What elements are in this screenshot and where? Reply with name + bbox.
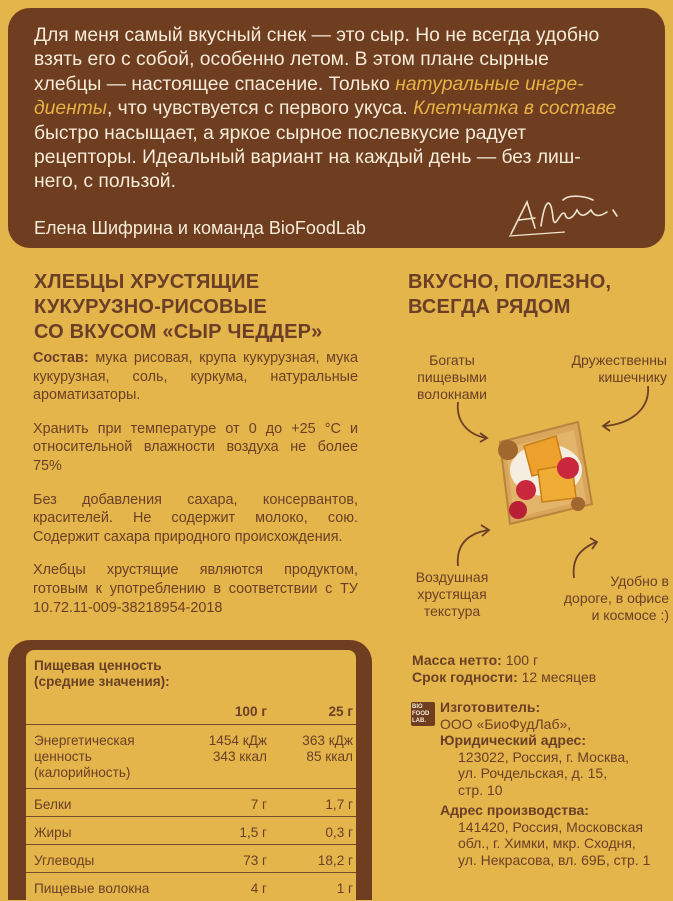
nutrition-title <box>34 658 356 690</box>
legal-address-line: стр. 10 <box>458 781 503 798</box>
benefit-gut <box>533 352 667 386</box>
nutrient-value-100g: 73 г <box>243 853 267 868</box>
benefit-travel-line: дороге, в офисе <box>563 590 669 606</box>
nutrient-value-25g: 1,7 г <box>325 797 353 812</box>
legal-address-line: ул. Рочдельская, д. 15, <box>458 765 608 781</box>
energy-25-kj: 363 кДж <box>302 733 353 748</box>
logo-text: FOOD <box>412 711 430 717</box>
benefits-title <box>408 270 611 320</box>
benefit-gut-line: Дружественны <box>571 352 667 368</box>
biofoodlab-logo <box>411 702 435 726</box>
column-header-100g: 100 г <box>234 704 267 719</box>
benefits-title-line: ВСЕГДА РЯДОМ <box>408 296 571 318</box>
storage-conditions: Хранить при температуре от 0 до +25 °С и относительной влажности воздуха не более 75% <box>33 420 358 474</box>
shelf-life <box>412 669 667 686</box>
nutrient-value-25g: 18,2 г <box>317 853 353 868</box>
nutrition-row <box>34 789 356 817</box>
nutrient-label: Пищевые волокна <box>34 881 150 896</box>
legal-address-label: Юридический адрес: <box>440 732 586 748</box>
quote-highlight: Клетчатка в составе <box>413 98 617 120</box>
quote-line: него, с пользой. <box>34 171 176 193</box>
energy-label: (калорийность) <box>34 765 131 780</box>
benefit-fiber-line: пищевыми <box>417 369 487 385</box>
product-title-line: СО ВКУСОМ «СЫР ЧЕДДЕР» <box>34 321 323 343</box>
energy-100-kcal: 343 ккал <box>212 749 267 764</box>
nutrient-value-25g: 0,3 г <box>325 825 353 840</box>
quote-highlight: диенты <box>34 98 107 120</box>
quote-author: Елена Шифрина и команда BioFoodLab <box>34 218 366 238</box>
product-title-line: ХЛЕБЦЫ ХРУСТЯЩИЕ <box>34 271 260 293</box>
quote-line: , что чувствуется с первого укуса. <box>106 98 408 120</box>
production-address-line: 141420, Россия, Московская <box>458 818 643 835</box>
quote-line: рецепторы. Идеальный вариант на каждый день — без лиш- <box>34 147 581 169</box>
standard-info: Хлебцы хрустящие являются продуктом, готовым к употреблению в соответствии с ТУ 10.72.11-009-38218954-2018 <box>33 562 358 616</box>
manufacturer-label: Изготовитель: <box>440 699 541 715</box>
benefit-travel <box>552 573 669 624</box>
composition <box>33 349 358 405</box>
manufacturer-block <box>412 699 667 868</box>
quote-line: быстро насыщает, а яркое сырное послевкусие радует <box>34 122 527 144</box>
benefit-texture-line: текстура <box>423 603 481 619</box>
shelf-life-value: 12 месяцев <box>521 668 597 685</box>
nutrition-title-line: (средние значения): <box>34 674 170 689</box>
benefit-travel-line: Удобно в <box>610 573 669 589</box>
quote-line: Для меня самый вкусный снек — это сыр. Но не всегда удобно <box>34 25 600 46</box>
nutrition-title-line: Пищевая ценность <box>34 658 162 673</box>
composition-text: мука рисовая, крупа кукурузная, мука кукурузная, соль, куркума, натуральные ароматизаторы. <box>33 350 358 404</box>
net-weight-label: Масса нетто: <box>412 652 502 668</box>
manufacturer-value: ООО «БиоФудЛаб», <box>440 715 572 732</box>
benefits-title-line: ВКУСНО, ПОЛЕЗНО, <box>408 271 612 293</box>
nutrition-row <box>34 817 356 845</box>
product-title-line: КУКУРУЗНО-РИСОВЫЕ <box>34 296 267 318</box>
quote-line: взять его с собой, особенно летом. В этом плане сырные <box>34 49 549 71</box>
production-address-line: ул. Некрасова, вл. 69Б, стр. 1 <box>458 851 651 868</box>
benefit-fiber <box>412 352 492 403</box>
arrow-icon <box>566 534 614 579</box>
nutrient-value-100g: 1,5 г <box>239 825 267 840</box>
net-weight-value: 100 г <box>505 652 539 668</box>
benefit-gut-line: кишечнику <box>598 369 667 385</box>
column-header-25g: 25 г <box>328 704 353 719</box>
shelf-life-label: Срок годности: <box>412 668 518 685</box>
nutrition-row-energy <box>34 725 356 789</box>
quote-text <box>34 24 654 195</box>
benefit-texture-line: Воздушная <box>415 569 489 585</box>
logo-text: LAB. <box>412 718 426 724</box>
benefit-texture <box>410 569 494 620</box>
signature-icon <box>505 188 635 240</box>
quote-line: хлебцы — настоящее спасение. Только <box>34 73 390 95</box>
nutrient-value-100g: 7 г <box>250 797 267 812</box>
nutrient-value-25g: 1 г <box>336 881 353 896</box>
product-title <box>34 270 323 345</box>
nutrient-label: Углеводы <box>34 853 95 868</box>
production-address-label: Адрес производства: <box>440 802 589 818</box>
benefit-fiber-line: Богаты <box>429 352 475 368</box>
energy-label: ценность <box>34 749 92 764</box>
energy-label: Энергетическая <box>34 733 135 748</box>
product-description <box>33 349 358 632</box>
founder-quote-box <box>8 8 665 248</box>
nutrition-header-row <box>34 704 356 725</box>
nutrition-row <box>34 873 356 901</box>
nutrient-label: Белки <box>34 797 72 812</box>
energy-100-kj: 1454 кДж <box>208 733 267 748</box>
production-address-line: обл., г. Химки, мкр. Сходня, <box>458 835 636 851</box>
benefit-travel-line: и космосе :) <box>591 607 669 623</box>
product-info <box>412 652 667 868</box>
energy-25-kcal: 85 ккал <box>306 749 353 764</box>
nutrient-label: Жиры <box>34 825 72 840</box>
net-weight <box>412 652 667 669</box>
benefit-fiber-line: волокнами <box>417 386 487 402</box>
arrow-icon <box>596 384 656 434</box>
nutrient-value-100g: 4 г <box>250 881 267 896</box>
nutrition-table <box>26 650 356 900</box>
nutrition-row <box>34 845 356 873</box>
quote-highlight: натуральные ингре- <box>395 73 584 95</box>
cracker-with-cheese-illustration <box>480 412 600 532</box>
additives-info: Без добавления сахара, консервантов, красителей. Не содержит молоко, сою. Содержит сахара природного происхождения. <box>33 491 358 545</box>
legal-address-line: 123022, Россия, г. Москва, <box>458 748 630 765</box>
logo-text: BIO <box>412 704 423 710</box>
composition-label: Состав: <box>33 350 89 366</box>
benefit-texture-line: хрустящая <box>417 586 487 602</box>
